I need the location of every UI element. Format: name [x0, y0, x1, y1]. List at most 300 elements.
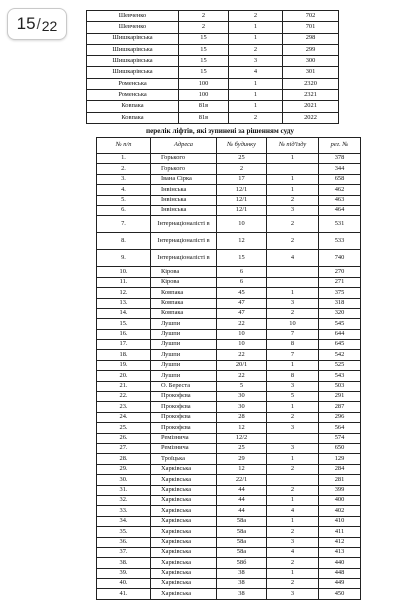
building-cell: 29 — [217, 454, 267, 464]
table-row — [97, 423, 361, 433]
entrance-cell: 2 — [267, 412, 319, 422]
page-total: 22 — [41, 18, 58, 34]
entrance-cell: 7 — [267, 350, 319, 360]
building-cell: 81в — [179, 112, 229, 123]
reg-number-cell: 270 — [319, 267, 361, 277]
reg-number-cell: 300 — [283, 56, 339, 67]
street-cell: Роменська — [87, 90, 179, 101]
reg-number-cell: 658 — [319, 174, 361, 184]
reg-number-cell: 298 — [283, 33, 339, 44]
building-cell: 28 — [217, 412, 267, 422]
entrance-cell: 1 — [229, 101, 283, 112]
building-cell: 58б — [217, 558, 267, 568]
reg-number-cell: 413 — [319, 547, 361, 557]
street-cell: Ковпака — [87, 101, 179, 112]
reg-number-cell: 402 — [319, 506, 361, 516]
entrance-cell — [267, 433, 319, 443]
row-number-cell: 1. — [97, 154, 151, 164]
table-row — [97, 392, 361, 402]
row-number-cell: 27. — [97, 443, 151, 453]
row-number-cell: 18. — [97, 350, 151, 360]
address-cell: Інвінська — [151, 195, 217, 205]
entrance-cell: 4 — [267, 250, 319, 267]
header-number: № п/п — [97, 138, 151, 154]
building-cell: 47 — [217, 298, 267, 308]
reg-number-cell: 542 — [319, 350, 361, 360]
table-row — [97, 360, 361, 370]
address-cell: Ковпака — [151, 298, 217, 308]
entrance-cell: 3 — [267, 298, 319, 308]
header-reg-number: рег. № — [319, 138, 361, 154]
reg-number-cell: 574 — [319, 433, 361, 443]
row-number-cell: 3. — [97, 174, 151, 184]
entrance-cell: 3 — [267, 423, 319, 433]
entrance-cell: 2 — [267, 233, 319, 250]
table-row — [97, 454, 361, 464]
address-cell: Ковпака — [151, 308, 217, 318]
street-cell: Шишкарівська — [87, 33, 179, 44]
row-number-cell: 25. — [97, 423, 151, 433]
building-cell: 12/1 — [217, 195, 267, 205]
page-current: 15 — [16, 14, 36, 33]
reg-number-cell: 320 — [319, 308, 361, 318]
table-row — [97, 174, 361, 184]
row-number-cell: 39. — [97, 568, 151, 578]
reg-number-cell: 344 — [319, 164, 361, 174]
reg-number-cell: 399 — [319, 485, 361, 495]
table-row — [87, 56, 339, 67]
table-row — [97, 537, 361, 547]
building-cell: 25 — [217, 154, 267, 164]
row-number-cell: 24. — [97, 412, 151, 422]
address-cell: Кірова — [151, 267, 217, 277]
row-number-cell: 30. — [97, 475, 151, 485]
entrance-cell — [267, 475, 319, 485]
address-cell: Лушпи — [151, 329, 217, 339]
address-cell: Ковпака — [151, 288, 217, 298]
page-indicator — [7, 8, 67, 40]
row-number-cell: 35. — [97, 527, 151, 537]
building-cell: 6 — [217, 277, 267, 287]
reg-number-cell: 284 — [319, 464, 361, 474]
address-cell: Лушпи — [151, 371, 217, 381]
address-cell: Горького — [151, 154, 217, 164]
address-cell: Інтернаціоналісті в — [151, 233, 217, 250]
reg-number-cell: 378 — [319, 154, 361, 164]
entrance-cell: 4 — [267, 547, 319, 557]
row-number-cell: 4. — [97, 185, 151, 195]
reg-number-cell: 400 — [319, 495, 361, 505]
entrance-cell: 8 — [267, 340, 319, 350]
street-cell: Шишкарівська — [87, 67, 179, 78]
entrance-cell: 1 — [267, 495, 319, 505]
entrance-cell: 3 — [267, 205, 319, 215]
reg-number-cell: 525 — [319, 360, 361, 370]
entrance-cell: 2 — [229, 11, 283, 22]
entrance-cell: 10 — [267, 319, 319, 329]
table-row — [97, 516, 361, 526]
building-cell: 22/1 — [217, 475, 267, 485]
address-cell: Харківська — [151, 527, 217, 537]
address-cell: Харківська — [151, 495, 217, 505]
building-cell: 25 — [217, 443, 267, 453]
address-cell: О. Береста — [151, 381, 217, 391]
entrance-cell: 4 — [229, 67, 283, 78]
street-cell: Ковпака — [87, 112, 179, 123]
row-number-cell: 15. — [97, 319, 151, 329]
row-number-cell: 31. — [97, 485, 151, 495]
table-row — [97, 308, 361, 318]
table-row — [97, 288, 361, 298]
entrance-cell: 1 — [267, 454, 319, 464]
reg-number-cell: 650 — [319, 443, 361, 453]
reg-number-cell: 281 — [319, 475, 361, 485]
address-cell: Ремізнича — [151, 443, 217, 453]
reg-number-cell: 449 — [319, 579, 361, 589]
reg-number-cell: 287 — [319, 402, 361, 412]
row-number-cell: 20. — [97, 371, 151, 381]
entrance-cell: 3 — [267, 443, 319, 453]
table-row — [97, 267, 361, 277]
address-cell: Харківська — [151, 568, 217, 578]
table-row — [97, 233, 361, 250]
address-cell: Харківська — [151, 464, 217, 474]
table-row — [97, 547, 361, 557]
building-cell: 15 — [217, 250, 267, 267]
entrance-cell: 2 — [267, 558, 319, 568]
building-cell: 100 — [179, 90, 229, 101]
building-cell: 45 — [217, 288, 267, 298]
entrance-cell: 1 — [267, 174, 319, 184]
table-row — [97, 250, 361, 267]
address-cell: Прокофєва — [151, 392, 217, 402]
table-row — [97, 568, 361, 578]
entrance-cell — [267, 267, 319, 277]
building-cell: 58а — [217, 527, 267, 537]
street-cell: Роменська — [87, 78, 179, 89]
entrance-cell: 2 — [267, 464, 319, 474]
building-cell: 44 — [217, 495, 267, 505]
building-cell: 38 — [217, 568, 267, 578]
entrance-cell: 2 — [229, 44, 283, 55]
building-cell: 12 — [217, 464, 267, 474]
row-number-cell: 9. — [97, 250, 151, 267]
address-cell: Лушпи — [151, 350, 217, 360]
building-cell: 17 — [217, 174, 267, 184]
reg-number-cell: 462 — [319, 185, 361, 195]
reg-number-cell: 2022 — [283, 112, 339, 123]
row-number-cell: 38. — [97, 558, 151, 568]
row-number-cell: 40. — [97, 579, 151, 589]
entrance-cell: 3 — [267, 537, 319, 547]
table-row — [97, 485, 361, 495]
reg-number-cell: 411 — [319, 527, 361, 537]
reg-number-cell: 645 — [319, 340, 361, 350]
reg-number-cell: 564 — [319, 423, 361, 433]
reg-number-cell: 463 — [319, 195, 361, 205]
table-row — [97, 475, 361, 485]
table-row — [97, 319, 361, 329]
reg-number-cell: 464 — [319, 205, 361, 215]
building-cell: 6 — [217, 267, 267, 277]
reg-number-cell: 271 — [319, 277, 361, 287]
row-number-cell: 16. — [97, 329, 151, 339]
address-cell: Інвінська — [151, 205, 217, 215]
building-cell: 38 — [217, 579, 267, 589]
entrance-cell: 2 — [267, 579, 319, 589]
continued-lift-table-body — [87, 11, 339, 124]
address-cell: Харківська — [151, 475, 217, 485]
reg-number-cell: 702 — [283, 11, 339, 22]
building-cell: 12 — [217, 423, 267, 433]
entrance-cell: 4 — [267, 506, 319, 516]
table-row — [87, 67, 339, 78]
building-cell: 81в — [179, 101, 229, 112]
header-address: Адреса — [151, 138, 217, 154]
row-number-cell: 13. — [97, 298, 151, 308]
building-cell: 12/1 — [217, 205, 267, 215]
reg-number-cell: 375 — [319, 288, 361, 298]
stopped-lifts-header-row — [97, 138, 361, 154]
street-cell: Шевченко — [87, 11, 179, 22]
building-cell: 47 — [217, 308, 267, 318]
building-cell: 100 — [179, 78, 229, 89]
row-number-cell: 6. — [97, 205, 151, 215]
entrance-cell: 2 — [229, 112, 283, 123]
table-row — [97, 381, 361, 391]
row-number-cell: 26. — [97, 433, 151, 443]
table-row — [97, 579, 361, 589]
table-row — [97, 402, 361, 412]
entrance-cell: 1 — [229, 90, 283, 101]
row-number-cell: 36. — [97, 537, 151, 547]
section-title: перелік ліфтів, які зупинені за рішенням суду — [145, 127, 295, 135]
row-number-cell: 17. — [97, 340, 151, 350]
row-number-cell: 41. — [97, 589, 151, 599]
address-cell: Прокофєва — [151, 423, 217, 433]
entrance-cell: 1 — [267, 402, 319, 412]
page-separator: / — [36, 15, 41, 33]
entrance-cell: 2 — [267, 527, 319, 537]
address-cell: Прокофєва — [151, 402, 217, 412]
address-cell: Горького — [151, 164, 217, 174]
table-row — [97, 164, 361, 174]
address-cell: Інвінська — [151, 185, 217, 195]
row-number-cell: 5. — [97, 195, 151, 205]
row-number-cell: 19. — [97, 360, 151, 370]
building-cell: 22 — [217, 350, 267, 360]
header-building: № будинку — [217, 138, 267, 154]
entrance-cell: 2 — [267, 195, 319, 205]
reg-number-cell: 2021 — [283, 101, 339, 112]
entrance-cell: 8 — [267, 371, 319, 381]
table-row — [87, 112, 339, 123]
address-cell: Харківська — [151, 537, 217, 547]
entrance-cell: 2 — [267, 308, 319, 318]
building-cell: 10 — [217, 216, 267, 233]
building-cell: 58а — [217, 516, 267, 526]
stopped-lifts-table — [96, 137, 361, 600]
reg-number-cell: 533 — [319, 233, 361, 250]
table-row — [97, 329, 361, 339]
entrance-cell: 1 — [229, 22, 283, 33]
reg-number-cell: 644 — [319, 329, 361, 339]
entrance-cell: 3 — [267, 589, 319, 599]
table-row — [97, 277, 361, 287]
row-number-cell: 11. — [97, 277, 151, 287]
address-cell: Івана Сірка — [151, 174, 217, 184]
table-row — [97, 506, 361, 516]
row-number-cell: 28. — [97, 454, 151, 464]
reg-number-cell: 503 — [319, 381, 361, 391]
table-row — [97, 298, 361, 308]
entrance-cell: 3 — [229, 56, 283, 67]
building-cell: 30 — [217, 402, 267, 412]
building-cell: 10 — [217, 340, 267, 350]
reg-number-cell: 2320 — [283, 78, 339, 89]
building-cell: 38 — [217, 589, 267, 599]
row-number-cell: 7. — [97, 216, 151, 233]
table-row — [87, 101, 339, 112]
building-cell: 15 — [179, 67, 229, 78]
reg-number-cell: 301 — [283, 67, 339, 78]
reg-number-cell: 545 — [319, 319, 361, 329]
address-cell: Харківська — [151, 547, 217, 557]
street-cell: Шевченко — [87, 22, 179, 33]
row-number-cell: 2. — [97, 164, 151, 174]
address-cell: Харківська — [151, 579, 217, 589]
table-row — [97, 154, 361, 164]
address-cell: Кірова — [151, 277, 217, 287]
table-row — [97, 495, 361, 505]
row-number-cell: 21. — [97, 381, 151, 391]
entrance-cell: 3 — [267, 381, 319, 391]
row-number-cell: 32. — [97, 495, 151, 505]
building-cell: 12 — [217, 233, 267, 250]
building-cell: 2 — [217, 164, 267, 174]
entrance-cell: 7 — [267, 329, 319, 339]
entrance-cell: 5 — [267, 392, 319, 402]
row-number-cell: 8. — [97, 233, 151, 250]
table-row — [97, 195, 361, 205]
entrance-cell: 1 — [267, 568, 319, 578]
table-row — [97, 205, 361, 215]
reg-number-cell: 448 — [319, 568, 361, 578]
building-cell: 12/1 — [217, 185, 267, 195]
street-cell: Шишкарівська — [87, 56, 179, 67]
row-number-cell: 34. — [97, 516, 151, 526]
address-cell: Харківська — [151, 516, 217, 526]
reg-number-cell: 543 — [319, 371, 361, 381]
address-cell: Харківська — [151, 485, 217, 495]
row-number-cell: 37. — [97, 547, 151, 557]
building-cell: 20/1 — [217, 360, 267, 370]
building-cell: 15 — [179, 33, 229, 44]
stopped-lifts-table-body — [97, 154, 361, 600]
building-cell: 58а — [217, 547, 267, 557]
table-row — [97, 350, 361, 360]
entrance-cell: 1 — [229, 78, 283, 89]
building-cell: 2 — [179, 22, 229, 33]
table-row — [87, 90, 339, 101]
table-row — [87, 44, 339, 55]
reg-number-cell: 701 — [283, 22, 339, 33]
address-cell: Харківська — [151, 589, 217, 599]
building-cell: 22 — [217, 371, 267, 381]
entrance-cell: 1 — [267, 185, 319, 195]
row-number-cell: 29. — [97, 464, 151, 474]
table-row — [97, 433, 361, 443]
address-cell: Харківська — [151, 506, 217, 516]
reg-number-cell: 410 — [319, 516, 361, 526]
building-cell: 58а — [217, 537, 267, 547]
building-cell: 30 — [217, 392, 267, 402]
row-number-cell: 14. — [97, 308, 151, 318]
reg-number-cell: 129 — [319, 454, 361, 464]
address-cell: Ремізнича — [151, 433, 217, 443]
building-cell: 22 — [217, 319, 267, 329]
reg-number-cell: 299 — [283, 44, 339, 55]
building-cell: 15 — [179, 56, 229, 67]
reg-number-cell: 2321 — [283, 90, 339, 101]
reg-number-cell: 440 — [319, 558, 361, 568]
continued-lift-table — [86, 10, 339, 124]
entrance-cell: 1 — [229, 33, 283, 44]
row-number-cell: 33. — [97, 506, 151, 516]
address-cell: Харківська — [151, 558, 217, 568]
street-cell: Шишкарівська — [87, 44, 179, 55]
table-row — [97, 340, 361, 350]
entrance-cell: 2 — [267, 216, 319, 233]
reg-number-cell: 296 — [319, 412, 361, 422]
row-number-cell: 22. — [97, 392, 151, 402]
header-entrance: № під'їзду — [267, 138, 319, 154]
address-cell: Лушпи — [151, 319, 217, 329]
building-cell: 15 — [179, 44, 229, 55]
address-cell: Інтернаціоналісті в — [151, 216, 217, 233]
entrance-cell: 1 — [267, 154, 319, 164]
row-number-cell: 10. — [97, 267, 151, 277]
entrance-cell: 2 — [267, 485, 319, 495]
row-number-cell: 23. — [97, 402, 151, 412]
building-cell: 44 — [217, 485, 267, 495]
building-cell: 10 — [217, 329, 267, 339]
address-cell: Троїцька — [151, 454, 217, 464]
table-row — [97, 464, 361, 474]
address-cell: Прокофєва — [151, 412, 217, 422]
building-cell: 2 — [179, 11, 229, 22]
table-row — [87, 78, 339, 89]
reg-number-cell: 740 — [319, 250, 361, 267]
entrance-cell: 1 — [267, 516, 319, 526]
building-cell: 5 — [217, 381, 267, 391]
table-row — [87, 11, 339, 22]
table-row — [97, 216, 361, 233]
address-cell: Інтернаціоналісті в — [151, 250, 217, 267]
table-row — [97, 185, 361, 195]
table-row — [97, 443, 361, 453]
reg-number-cell: 318 — [319, 298, 361, 308]
table-row — [97, 371, 361, 381]
table-row — [97, 558, 361, 568]
entrance-cell: 1 — [267, 288, 319, 298]
table-row — [97, 527, 361, 537]
reg-number-cell: 291 — [319, 392, 361, 402]
entrance-cell — [267, 164, 319, 174]
reg-number-cell: 450 — [319, 589, 361, 599]
address-cell: Лушпи — [151, 360, 217, 370]
table-row — [87, 22, 339, 33]
